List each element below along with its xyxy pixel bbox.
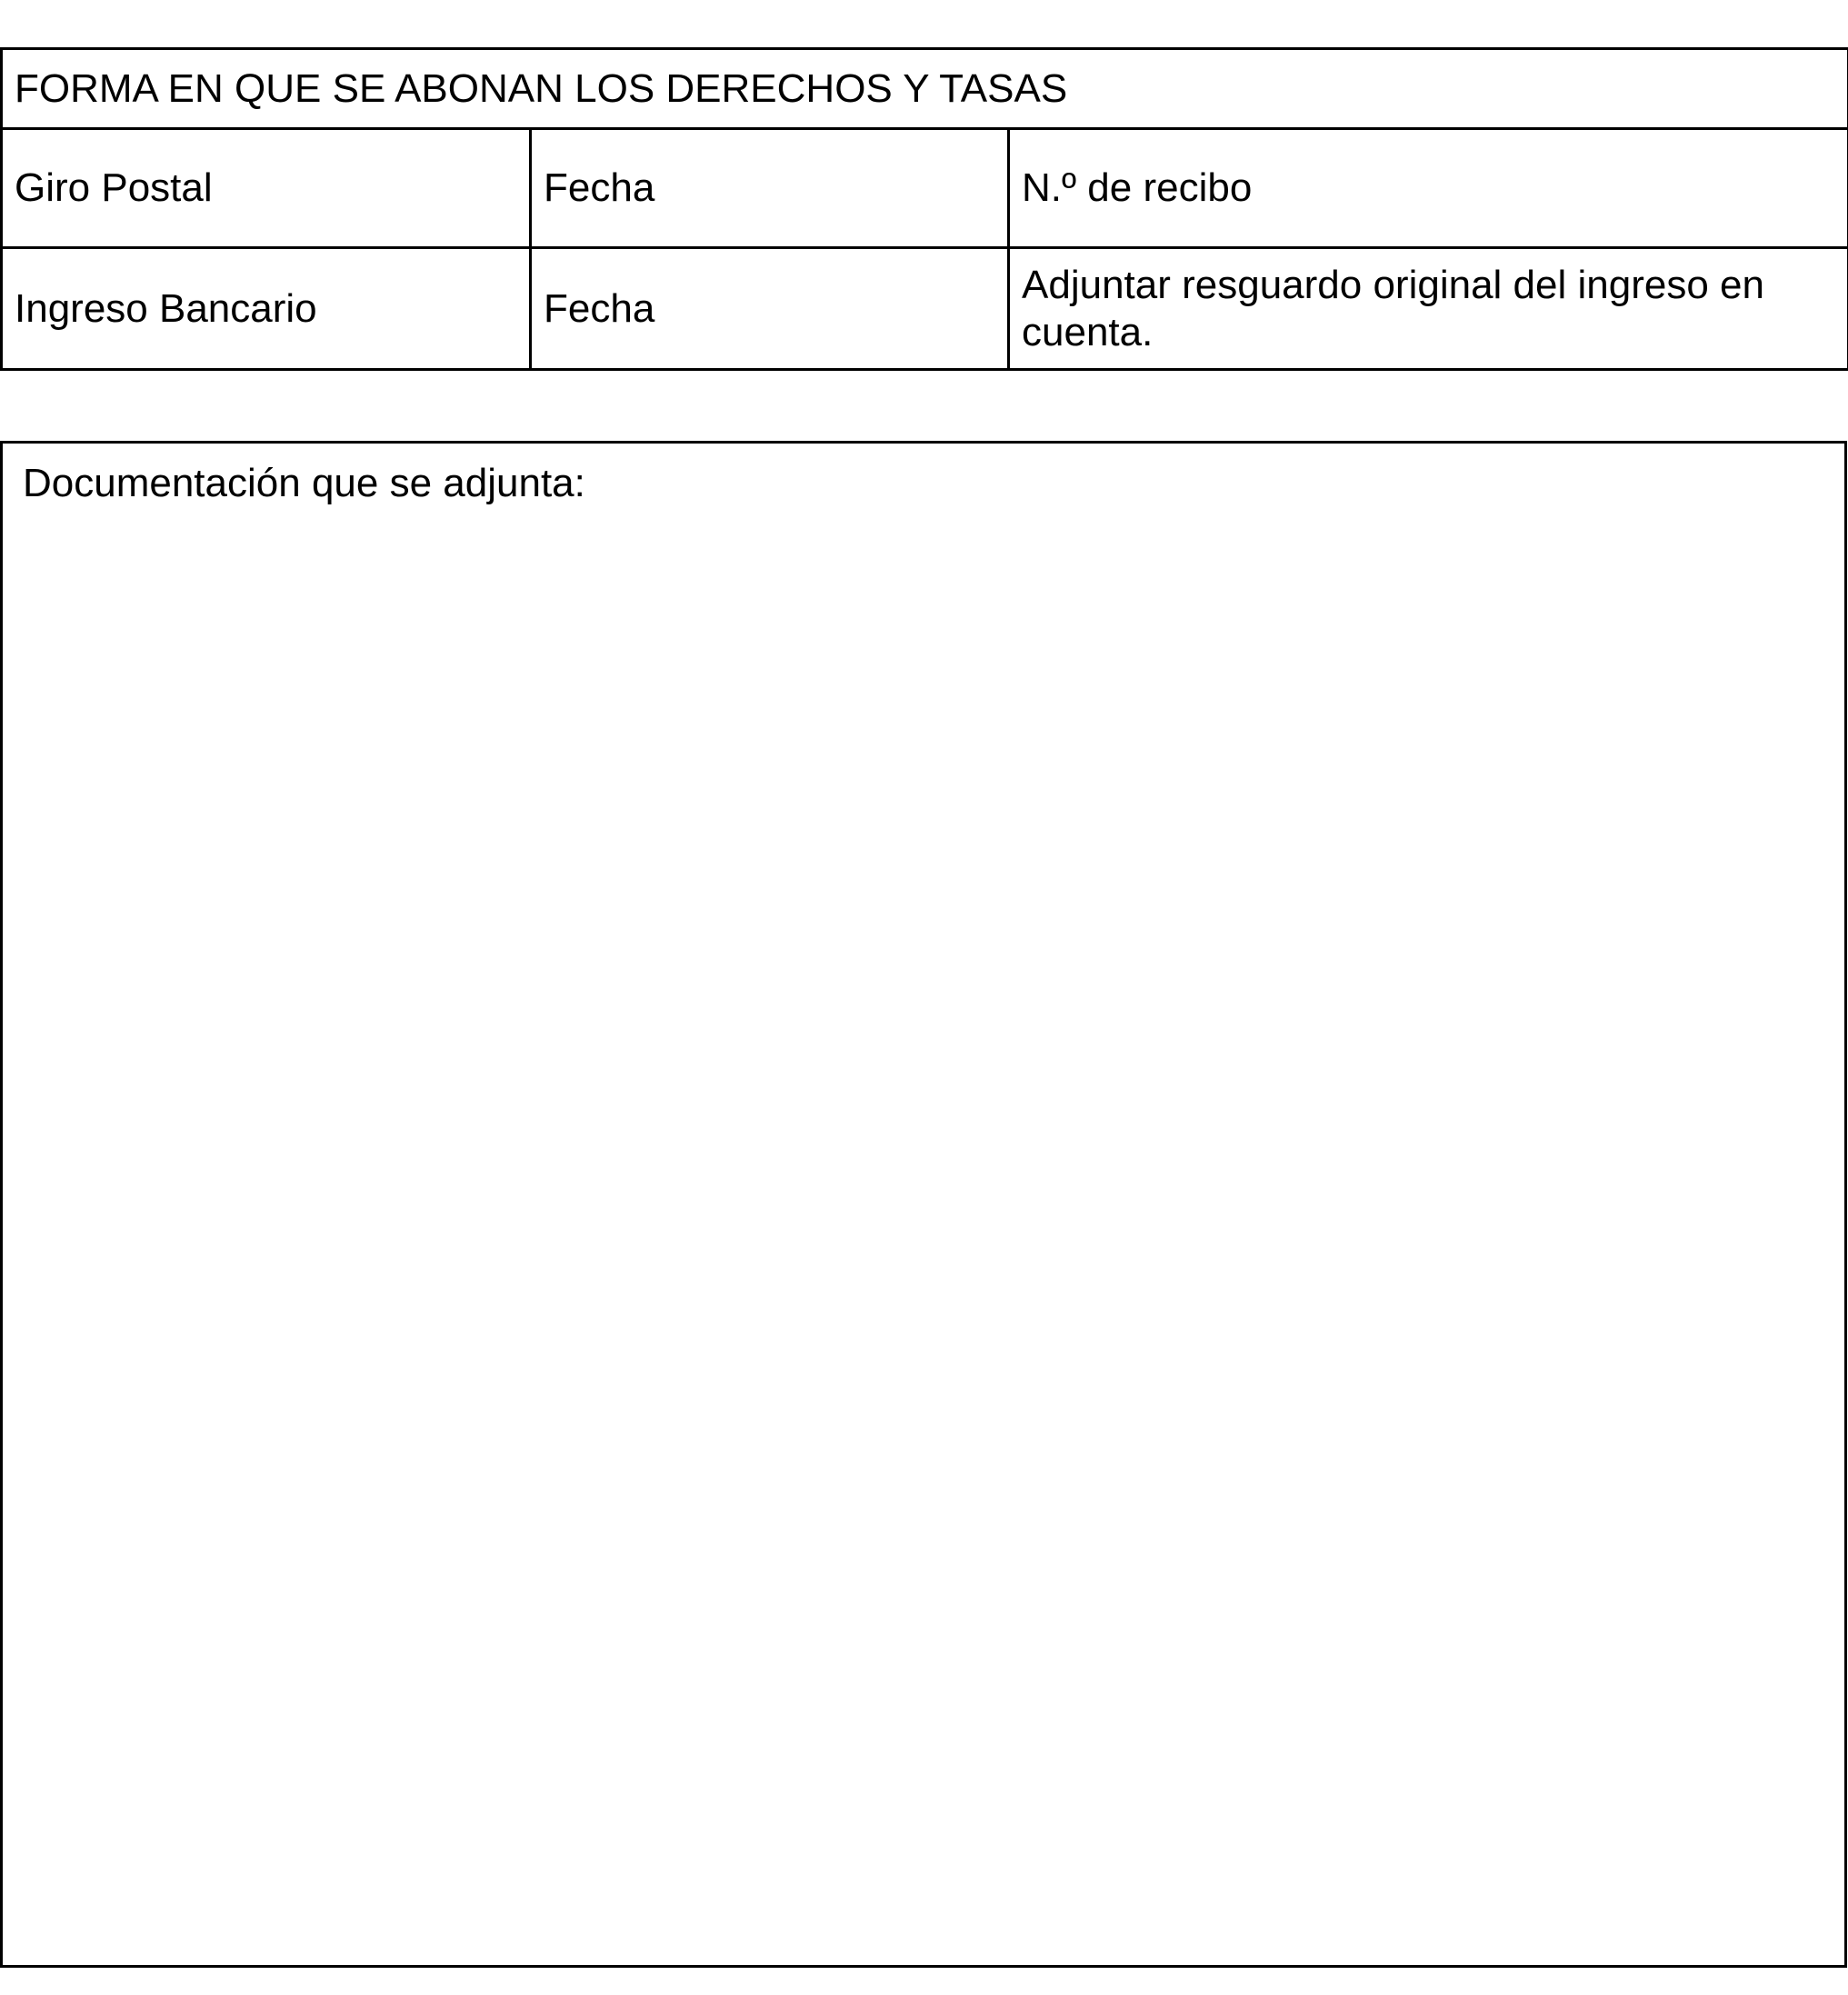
payment-method-giro-postal: Giro Postal [2,129,531,248]
giro-postal-date-field[interactable]: Fecha [531,129,1009,248]
payment-method-ingreso-bancario: Ingreso Bancario [2,248,531,370]
ingreso-bancario-date-field[interactable]: Fecha [531,248,1009,370]
attached-documentation-box[interactable] [0,441,1847,1968]
payment-method-table [0,47,1848,371]
attached-documentation-label: Documentación que se adjunta: [23,461,585,505]
bank-deposit-instructions: Adjuntar resguardo original del ingreso en cuenta. [1009,248,1848,370]
receipt-number-field[interactable]: N.º de recibo [1009,129,1848,248]
table-row [2,129,1848,248]
payment-section-title: FORMA EN QUE SE ABONAN LOS DERECHOS Y TASAS [2,49,1848,129]
table-header-row [2,49,1848,129]
table-row [2,248,1848,370]
